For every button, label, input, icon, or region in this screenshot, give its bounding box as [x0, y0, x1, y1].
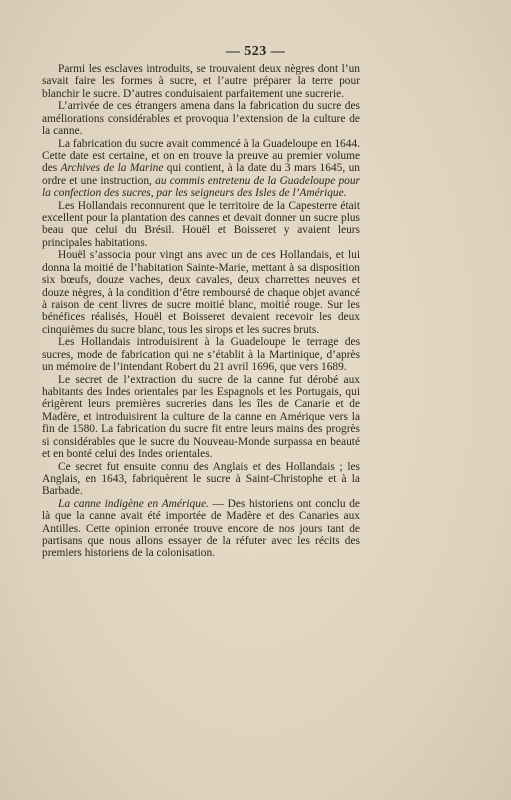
paragraph — [42, 200, 360, 250]
paragraph — [42, 461, 360, 498]
text-run: La fabrication du sucre avait commencé à la Guadeloupe en 1644. Cette date est certaine, et on en trouve la preuve au premier volume des — [42, 137, 360, 175]
paragraph — [42, 100, 360, 137]
page-number: — 523 — — [225, 44, 286, 59]
paragraph — [42, 63, 360, 100]
italic-run: Archives de la Marine — [60, 162, 164, 175]
body-text — [42, 63, 360, 560]
paragraph — [42, 498, 360, 560]
text-run: Le secret de l’extraction du sucre de la canne fut dérobé aux habitants des Indes orientales par les Espagnols et les Portugais, qui érigèrent leurs premières sucreries dans les îles de Canarie et de Madère, et introduisirent la culture de la canne en Amérique vers la fin de 1580. La fabrication du sucre fit entre leurs mains des progrès si considérables que le sucre du Nouveau-Monde surpassa en beauté et en bonté celui des Indes orientales. — [42, 373, 360, 461]
section-heading: La canne indigène en Amérique. — [58, 497, 209, 510]
paragraph — [42, 249, 360, 336]
text-run: Houël s’associa pour vingt ans avec un de ces Hollandais, et lui donna la moitié de l’habitation Sainte-Marie, mettant à sa disposition six bœufs, douze vaches, deux cavales, deux charrettes neuves et douze nègres, à la condition d’être remboursé de chaque objet avancé à raison de cent livres de sucre moitié blanc, moitié rouge. Sur les bénéfices réalisés, Houël et Boisseret devaient recevoir les deux cinquièmes du sucre blanc, tous les sirops et les sucres bruts. — [42, 249, 360, 336]
italic-run: au commis entretenu de la Guadeloupe pour la confection des sucres, par les seigneurs des Isles de l’Amérique. — [42, 174, 360, 200]
paragraph — [42, 374, 360, 461]
text-run: Les Hollandais reconnurent que le territoire de la Capesterre était excellent pour la plantation des cannes et devait donner un sucre plus beau que celui du Brésil. Houël et Boisseret y avaient leurs principales habitations. — [42, 199, 360, 249]
text-run: Les Hollandais introduisirent à la Guadeloupe le terrage des sucres, mode de fabrication qui ne s’établit à la Martinique, d’après un mémoire de l’intendant Robert du 21 avril 1696, que vers 1689. — [42, 336, 360, 374]
paragraph — [42, 336, 360, 373]
text-run: L’arrivée de ces étrangers amena dans la fabrication du sucre des améliorations considérables et provoqua l’extension de la culture de la canne. — [42, 100, 360, 138]
paragraph — [42, 138, 360, 200]
text-run: Parmi les esclaves introduits, se trouvaient deux nègres dont l’un savait faire les formes à sucre, et l’autre préparer la terre pour blanchir le sucre. D’autres conduisaient parfaitement une sucrerie. — [42, 63, 360, 100]
text-run: — Des historiens ont conclu de là que la canne avait été importée de Madère et des Canaries aux Antilles. Cette opinion erronée trouve encore de nos jours tant de partisans que nous allons essayer de la réfuter avec les récits des premiers historiens de la colonisation. — [42, 497, 360, 560]
text-run: Ce secret fut ensuite connu des Anglais et des Hollandais ; les Anglais, en 1643, fabriquèrent le sucre à Saint-Christophe et à la Barbade. — [42, 460, 360, 498]
text-run: qui contient, à la date du 3 mars 1645, un ordre et une instruction, — [42, 162, 360, 187]
